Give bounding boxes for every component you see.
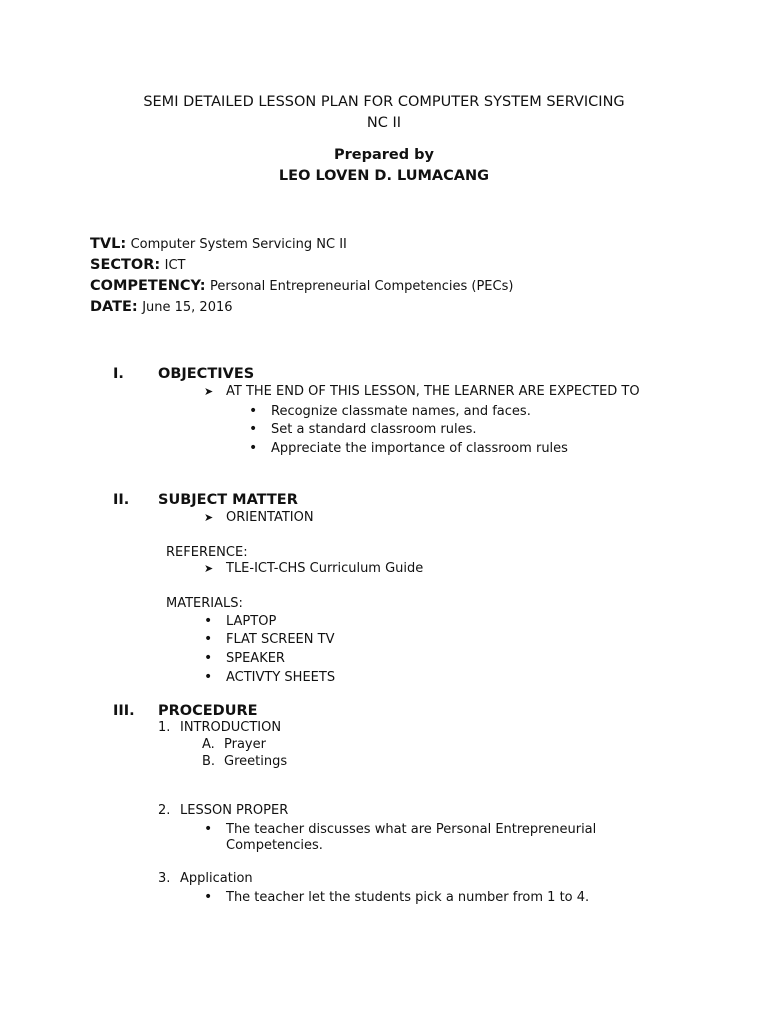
list-item: [249, 440, 568, 456]
bullet-icon: [249, 403, 271, 419]
step-bullet-text: The teacher discusses what are Personal Entrepreneurial: [226, 822, 597, 837]
list-item: [204, 889, 589, 905]
sector-label: SECTOR:: [90, 257, 161, 273]
tvl-label: TVL:: [90, 236, 127, 252]
reference-text: TLE-ICT-CHS Curriculum Guide: [226, 561, 424, 576]
material-item-text: LAPTOP: [226, 614, 277, 629]
competency-row: [90, 278, 513, 294]
list-item: [204, 613, 276, 629]
reference-label: REFERENCE:: [166, 545, 248, 560]
arrow-bullet-icon: ➤: [204, 562, 214, 575]
competency-value: Personal Entrepreneurial Competencies (PECs): [210, 279, 514, 294]
bullet-icon: [204, 669, 226, 685]
date-row: [90, 299, 233, 315]
materials-label: MATERIALS:: [166, 596, 243, 611]
material-item-text: ACTIVTY SHEETS: [226, 670, 336, 685]
sub-step-text: Greetings: [224, 754, 288, 769]
subject-topic: [204, 510, 314, 525]
material-item-text: FLAT SCREEN TV: [226, 632, 335, 647]
sub-step-letter: A.: [202, 737, 215, 752]
tvl-value: Computer System Servicing NC II: [130, 237, 347, 252]
subject-matter-numeral: II.: [113, 492, 130, 508]
reference-item: [204, 561, 423, 576]
procedure-step-1a: [202, 737, 266, 752]
step-title: Application: [180, 871, 253, 886]
bullet-icon: [249, 440, 271, 456]
prepared-by-label: Prepared by: [333, 147, 435, 163]
date-value: June 15, 2016: [142, 300, 233, 315]
procedure-heading: PROCEDURE: [158, 703, 258, 719]
bullet-icon: [204, 613, 226, 629]
step-title: LESSON PROPER: [180, 803, 289, 818]
subject-topic-text: ORIENTATION: [226, 510, 314, 525]
step-bullet-text: The teacher let the students pick a number from 1 to 4.: [226, 890, 590, 905]
objectives-numeral: I.: [113, 366, 124, 382]
list-item: [204, 631, 334, 647]
bullet-icon: [204, 821, 226, 837]
list-item: [249, 403, 531, 419]
objective-item-text: Appreciate the importance of classroom rules: [271, 441, 568, 456]
bullet-icon: [204, 889, 226, 905]
list-item: [249, 421, 477, 437]
procedure-step-1: [158, 720, 281, 735]
document-title-line2: NC II: [366, 115, 402, 131]
objective-item-text: Set a standard classroom rules.: [271, 422, 477, 437]
sub-step-text: Prayer: [224, 737, 266, 752]
list-item: [204, 821, 596, 837]
bullet-icon: [204, 631, 226, 647]
procedure-step-1b: [202, 754, 287, 769]
step-number: 2.: [158, 803, 171, 818]
competency-label: COMPETENCY:: [90, 278, 206, 294]
bullet-icon: [249, 421, 271, 437]
sector-row: [90, 257, 185, 273]
arrow-bullet-icon: ➤: [204, 385, 214, 398]
procedure-step-3: [158, 871, 253, 886]
step-bullet-continuation: Competencies.: [226, 838, 323, 853]
objectives-intro-text: AT THE END OF THIS LESSON, THE LEARNER ARE EXPECTED TO: [226, 384, 640, 399]
document-title-line1: SEMI DETAILED LESSON PLAN FOR COMPUTER SYSTEM SERVICING: [143, 94, 625, 110]
tvl-row: [90, 236, 347, 252]
sub-step-letter: B.: [202, 754, 216, 769]
list-item: [204, 669, 335, 685]
sector-value: ICT: [164, 258, 186, 273]
arrow-bullet-icon: ➤: [204, 511, 214, 524]
objective-item-text: Recognize classmate names, and faces.: [271, 404, 531, 419]
step-number: 3.: [158, 871, 171, 886]
procedure-numeral: III.: [113, 703, 135, 719]
objectives-intro: [204, 384, 640, 399]
objectives-heading: OBJECTIVES: [158, 366, 255, 382]
subject-matter-heading: SUBJECT MATTER: [158, 492, 298, 508]
bullet-icon: [204, 650, 226, 666]
material-item-text: SPEAKER: [226, 651, 285, 666]
step-title: INTRODUCTION: [180, 720, 282, 735]
step-number: 1.: [158, 720, 171, 735]
list-item: [204, 650, 285, 666]
date-label: DATE:: [90, 299, 138, 315]
author-name: LEO LOVEN D. LUMACANG: [278, 168, 490, 184]
procedure-step-2: [158, 803, 288, 818]
